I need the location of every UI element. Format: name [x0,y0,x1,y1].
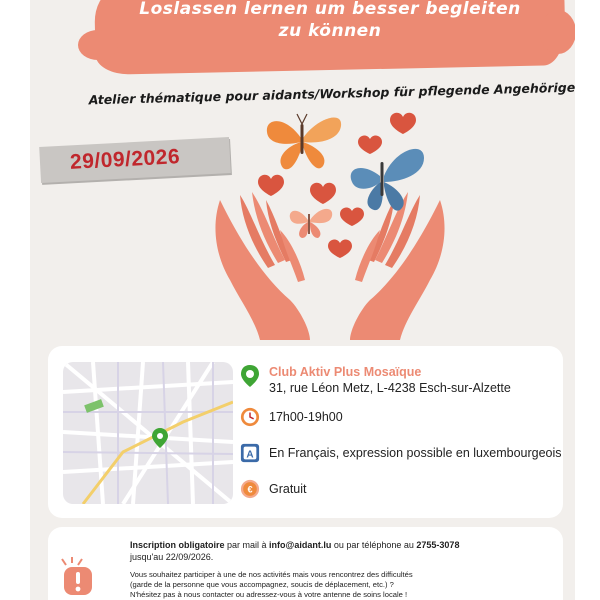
clock-icon [240,406,260,428]
registration-lead: Inscription obligatoire [130,540,225,550]
event-language: En Français, expression possible en luxembourgeois [269,446,562,460]
right-hand-icon [350,192,445,340]
place-name: Club Aktiv Plus Mosaïque [269,365,422,379]
registration-deadline: jusqu'au 22/09/2026. [130,552,214,562]
event-time: 17h00-19h00 [269,410,343,424]
registration-note-line1: Vous souhaitez participer à une de nos activités mais vous rencontrez des difficultés [130,570,413,579]
blue-butterfly-icon [351,149,424,211]
event-title [95,0,565,42]
flyer [30,0,575,600]
registration-phone[interactable]: 2755-3078 [416,540,460,550]
event-price: Gratuit [269,482,307,496]
location-row [240,364,511,396]
event-details-card [48,346,563,518]
registration-note-line2: (garde de la personne que vous accompagnez, soucis de déplacement, etc.) ? [130,580,394,589]
euro-coin-icon [240,478,260,500]
heart-icon [258,175,284,196]
event-date: 29/09/2026 [69,145,181,174]
location-map[interactable] [63,362,233,504]
warning-icon [58,557,98,597]
registration-email[interactable]: info@aidant.lu [269,540,332,550]
address: 31, rue Léon Metz, L-4238 Esch-sur-Alzette [269,381,511,395]
time-row [240,406,343,428]
svg-text:A: A [246,449,254,461]
location-pin-icon [240,364,260,388]
registration-text [130,539,550,600]
hands-butterflies-illustration [200,100,460,340]
title-line-2: zu können [278,21,382,41]
registration-phone-text: ou par téléphone au [331,540,417,550]
peach-butterfly-icon [290,209,332,238]
heart-icon [340,207,364,226]
language-row [240,442,562,464]
orange-butterfly-icon [267,114,341,169]
event-subtitle: Atelier thématique pour aidants/Workshop für pflegende Angehörige [88,79,575,108]
heart-icon [310,183,336,204]
heart-icon [328,239,352,258]
svg-text:€: € [247,484,253,495]
heart-icon [358,135,382,154]
registration-note-line3: N'hésitez pas à nous contacter ou adressez-vous à votre antenne de soins locale ! [130,590,408,599]
registration-mail-text: par mail à [224,540,270,550]
title-line-1: Loslassen lernen um besser begleiten [139,0,521,19]
registration-card [48,527,563,600]
language-icon [240,442,260,464]
heart-icon [390,113,416,134]
price-row [240,478,307,500]
